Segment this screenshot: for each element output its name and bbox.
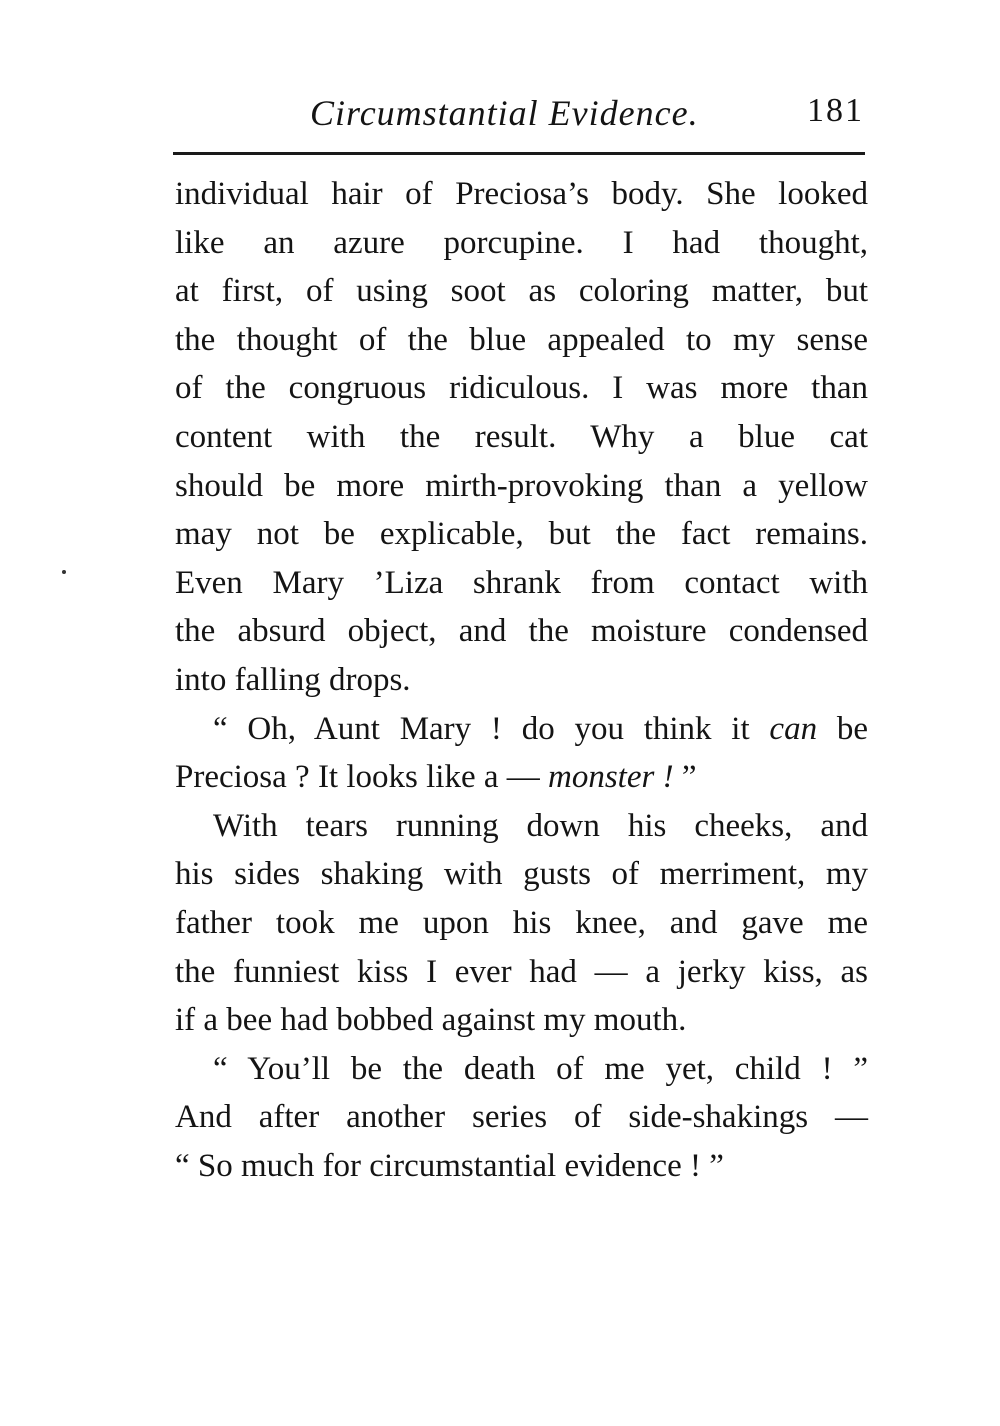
text-line: into falling drops.	[175, 661, 411, 698]
text-line: father took me upon his knee, and gave me	[175, 904, 868, 941]
text-line: if a bee had bobbed against my mouth.	[175, 1002, 687, 1039]
text-line: may not be explicable, but the fact remains.	[175, 516, 868, 553]
text-line: the funniest kiss I ever had — a jerky kiss, as	[175, 953, 868, 990]
text-line: “ You’ll be the death of me yet, child ! ”	[213, 1050, 868, 1087]
dialogue-text: be	[836, 710, 868, 747]
body-text	[175, 170, 868, 1190]
emphasis-can: can	[769, 710, 818, 747]
dialogue-line	[175, 705, 868, 754]
header-rule	[173, 152, 865, 155]
running-head	[175, 92, 868, 142]
text-line: With tears running down his cheeks, and	[213, 807, 868, 844]
text-line: of the congruous ridiculous. I was more than	[175, 370, 868, 407]
ink-speck	[62, 570, 66, 574]
text-line: at first, of using soot as coloring matter, but	[175, 273, 868, 310]
text-line: like an azure porcupine. I had thought,	[175, 224, 868, 261]
text-line: individual hair of Preciosa’s body. She looked	[175, 176, 868, 212]
running-title: Circumstantial Evidence.	[310, 93, 699, 133]
emphasis-monster: monster !	[548, 759, 674, 796]
text-line: the absurd object, and the moisture condensed	[175, 613, 868, 650]
text-line: And after another series of side-shakings —	[175, 1099, 868, 1136]
text-line: his sides shaking with gusts of merriment, my	[175, 856, 868, 893]
dialogue-text: “ Oh, Aunt Mary ! do you think it	[213, 710, 750, 747]
text-line: should be more mirth-provoking than a yellow	[175, 467, 868, 504]
text-line: content with the result. Why a blue cat	[175, 418, 868, 455]
text-line: Even Mary ’Liza shrank from contact with	[175, 564, 868, 601]
text-line: “ So much for circumstantial evidence ! ”	[175, 1147, 724, 1184]
dialogue-text: Preciosa ? It looks like a —	[175, 759, 540, 796]
closing-quote: ”	[681, 759, 697, 796]
page-number: 181	[807, 92, 864, 129]
dialogue-line	[175, 753, 868, 802]
text-line: the thought of the blue appealed to my sense	[175, 321, 868, 358]
